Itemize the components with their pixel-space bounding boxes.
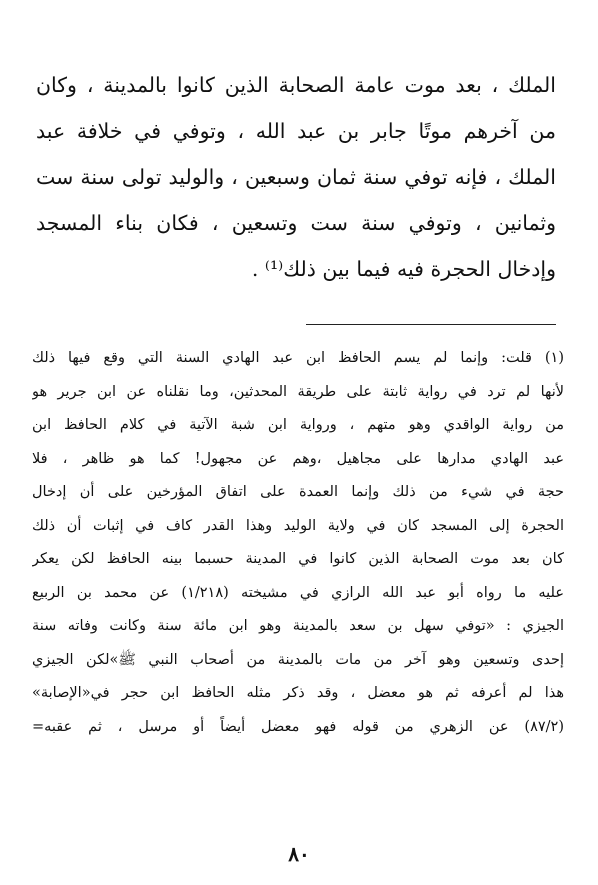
footnote-line: إحدى وتسعين وهو آخر من مات بالمدينة من أصحاب النبي ﷺ»لكن الجيزي (32, 651, 564, 668)
main-text-line: وإدخال الحجرة فيه فيما بين ذلك⁽¹⁾ . (251, 257, 556, 281)
main-text (36, 62, 556, 292)
footnote-line: الجيزي : «توفي سهل بن سعد بالمدينة وهو ابن مائة سنة وكانت وفاته سنة (32, 618, 564, 634)
main-text-line: الملك ، بعد موت عامة الصحابة الذين كانوا بالمدينة ، وكان (36, 73, 556, 97)
main-text-line: الملك ، فإنه توفي سنة ثمان وسبعين ، والوليد تولى سنة ست (36, 165, 556, 189)
footnote-line: حجة في شيء من ذلك وإنما العمدة على اتفاق المؤرخين على أن إدخال (32, 484, 564, 500)
footnote-line: عبد الهادي مدارها على مجاهيل ،وهم عن مجهول! كما هو ظاهر ، فلا (32, 450, 564, 467)
footnote-line: (١) قلت: وإنما لم يسم الحافظ ابن عبد الهادي السنة التي وقع فيها ذلك (32, 350, 564, 366)
footnote-separator (306, 324, 556, 325)
footnotes (32, 342, 564, 744)
page-number: ٨٠ (288, 842, 310, 866)
footnote-line: (٨٧/٢) عن الزهري من قوله فهو معضل أيضاً أو مرسل ، ثم عقبه= (32, 718, 564, 735)
footnote-line: هذا لم أعرفه ثم هو معضل ، وقد ذكر مثله الحافظ ابن حجر في«الإصابة» (32, 685, 564, 701)
footnote-line: عليه ما رواه أبو عبد الله الرازي في مشيخته (١/٢١٨) عن محمد بن الربيع (32, 584, 564, 601)
footnote-line: لأنها لم ترد في رواية ثابتة على طريقة المحدثين، وما نقلناه عن ابن جرير هو (32, 383, 564, 400)
main-text-line: وثمانين ، وتوفي سنة ست وتسعين ، فكان بناء المسجد (36, 211, 556, 235)
main-text-line: من آخرهم موتًا جابر بن عبد الله ، وتوفي في خلافة عبد (36, 119, 556, 143)
footnote-line: الحجرة إلى المسجد كان في ولاية الوليد وهذا القدر كاف في إثبات أن ذلك (32, 517, 564, 534)
footnote-line: كان بعد موت الصحابة الذين كانوا في المدينة حسبما بينه الحافظ لكن يعكر (32, 551, 564, 567)
footnote-line: من رواية الواقدي وهو متهم ، ورواية ابن شبة الآتية في كلام الحافظ ابن (32, 417, 564, 433)
